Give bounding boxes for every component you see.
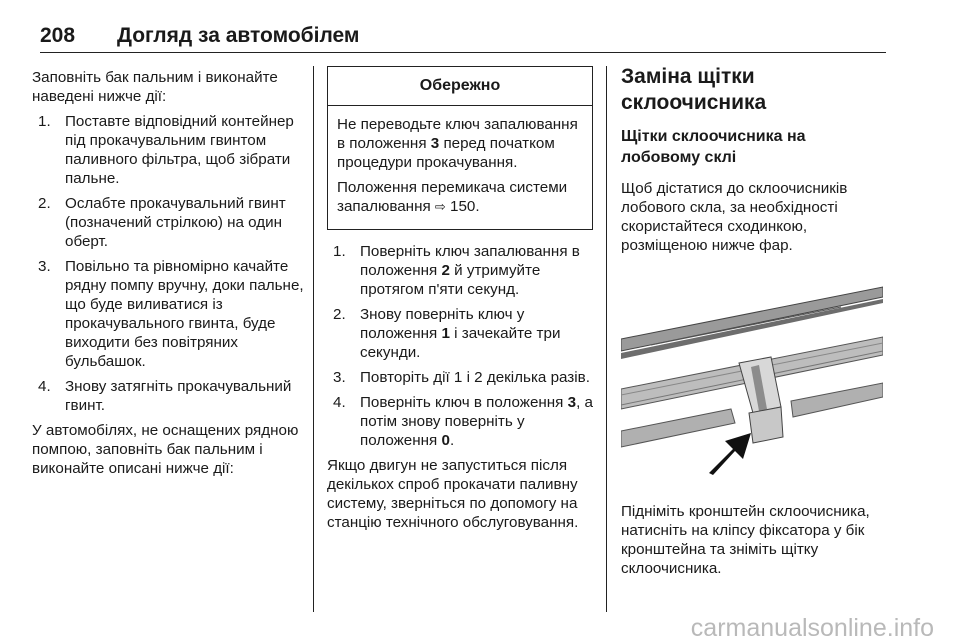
outro-paragraph: У автомобілях, не оснащених рядною помпою, заповніть бак пальним і виконайте описані нижче дії: <box>32 422 299 477</box>
reference-arrow-icon: ⇨ <box>434 199 446 214</box>
wiper-arm-image <box>621 267 883 489</box>
column-divider-1 <box>313 66 314 612</box>
chapter-title: Догляд за автомобілем <box>117 24 360 47</box>
list-item: 3. Повільно та рівномірно качайте рядну помпу вручну, доки пальне, що буде виливатися із прокачувального гвинта, буде виходити без повітряних бульбашок. <box>38 258 304 370</box>
removal-paragraph: Підніміть кронштейн склоочисника, натисніть на кліпсу фіксатора у бік кронштейна та зніміть щітку склоочисника. <box>621 503 870 577</box>
column-3 <box>621 64 889 584</box>
section-heading: Заміна щітки склоочисника <box>621 65 767 114</box>
list-item: 3. Повторіть дії 1 і 2 декілька разів. <box>333 369 590 386</box>
ignition-steps-list <box>327 242 593 450</box>
caution-text-2: Положення перемикача системи запалювання ⇨ 150. <box>337 179 568 215</box>
subsection-heading: Щітки склоочисника на лобовому склі <box>621 128 806 166</box>
outro-paragraph: Якщо двигун не запуститься після декількох спроб прокачати паливну систему, зверніться по допомогу на станцію технічного обслуговування. <box>327 457 579 531</box>
column-1 <box>32 68 308 484</box>
list-item: 4. Поверніть ключ в положення 3, а потім знову поверніть у положення 0. <box>333 394 593 449</box>
list-item: 4. Знову затягніть прокачувальний гвинт. <box>38 378 292 414</box>
caution-text-1: Не переводьте ключ запалювання в положення 3 перед початком процедури прокачування. <box>337 116 578 171</box>
caution-title: Обережно <box>328 67 592 106</box>
column-divider-2 <box>606 66 607 612</box>
list-item: 2. Знову поверніть ключ у положення 1 і зачекайте три секунди. <box>333 306 561 361</box>
page-number: 208 <box>40 24 76 47</box>
page-header <box>40 22 886 53</box>
list-item: 2. Ослабте прокачувальний гвинт (позначений стрілкою) на один оберт. <box>38 195 286 250</box>
bleed-steps-list <box>32 112 308 415</box>
list-item: 1. Поставте відповідний контейнер під прокачувальним гвинтом паливного фільтра, щоб зібрати пальне. <box>38 113 294 187</box>
list-item: 1. Поверніть ключ запалювання в положення 2 й утримуйте протягом п'яти секунд. <box>333 243 580 298</box>
column-2 <box>327 66 593 538</box>
intro-paragraph: Заповніть бак пальним і виконайте наведені нижче дії: <box>32 69 278 105</box>
caution-box <box>327 66 593 230</box>
watermark: carmanualsonline.info <box>690 614 934 642</box>
wiper-illustration <box>621 267 883 489</box>
access-paragraph: Щоб дістатися до склоочисників лобового скла, за необхідності скористайтеся сходинкою, розміщеною нижче фар. <box>621 180 848 254</box>
